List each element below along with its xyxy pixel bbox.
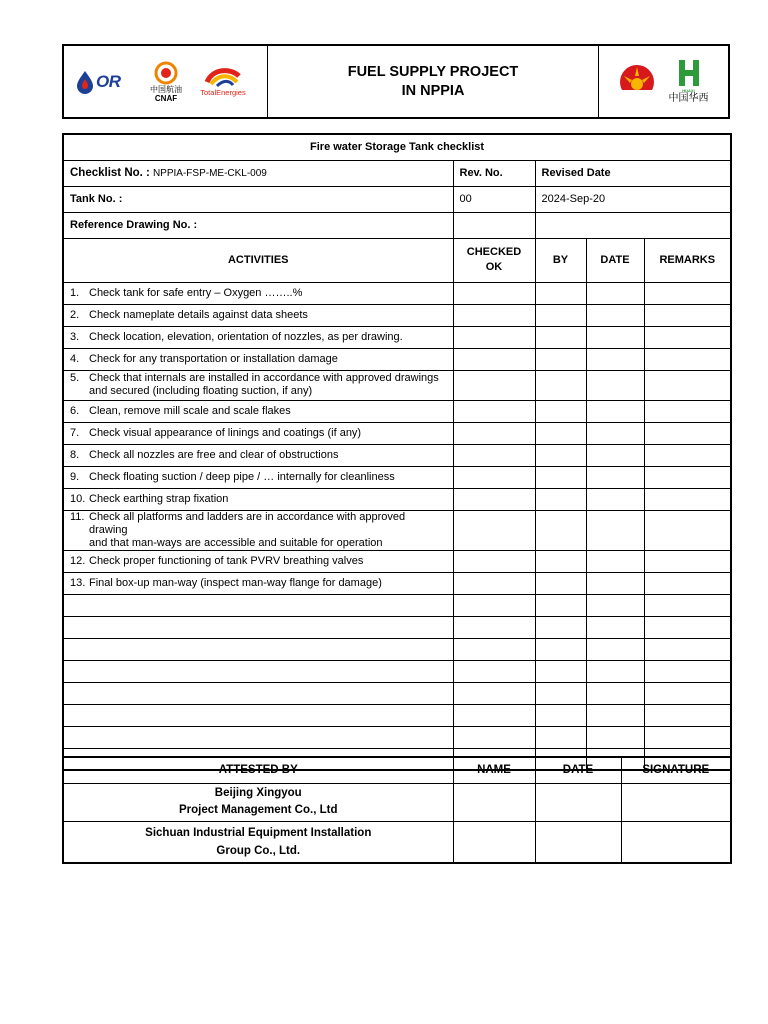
activity-row (63, 572, 731, 594)
activity-number: 7. (70, 426, 80, 439)
checked-cell[interactable] (453, 510, 535, 550)
remarks-cell[interactable] (644, 510, 731, 550)
date-cell[interactable] (586, 466, 644, 488)
rev-no-label: Rev. No. (453, 160, 535, 186)
remarks-cell[interactable] (644, 422, 731, 444)
or-drop-icon (74, 70, 96, 94)
col-attested-by: ATTESTED BY (63, 757, 453, 783)
activity-row (63, 282, 731, 304)
activity-text: Check tank for safe entry – Oxygen ……..% (89, 286, 303, 299)
activity-number: 5. (70, 372, 80, 384)
remarks-cell[interactable] (644, 370, 731, 400)
activity-text: Check floating suction / deep pipe / … internally for cleanliness (89, 470, 395, 483)
org-1-line-1: Beijing Xingyou (214, 787, 302, 799)
activity-text: Check for any transportation or installation damage (89, 352, 338, 365)
date-cell[interactable] (586, 282, 644, 304)
by-cell[interactable] (535, 572, 586, 594)
col-attest-date: DATE (535, 757, 621, 783)
activity-number: 4. (70, 352, 80, 365)
form-title-row (63, 134, 731, 160)
activity-row (63, 348, 731, 370)
empty-row (63, 660, 731, 682)
huaxi-chinese-text: 中国华西 (668, 93, 709, 104)
activity-text-continued: and that man-ways are accessible and suitable for operation (89, 536, 383, 549)
date-cell[interactable] (586, 326, 644, 348)
activity-number: 11. (70, 510, 85, 523)
or-logo (74, 70, 136, 94)
title-line-1: FUEL SUPPLY PROJECT (347, 63, 519, 80)
remarks-cell[interactable] (644, 488, 731, 510)
partner-logos (64, 46, 268, 117)
activity-number: 6. (70, 404, 80, 417)
activity-text: Check all nozzles are free and clear of obstructions (89, 448, 339, 461)
checklist-number-cell (63, 160, 453, 186)
by-cell[interactable] (535, 370, 586, 400)
by-cell[interactable] (535, 488, 586, 510)
attestation-header-row (63, 757, 731, 783)
tank-number-label: Tank No. : (63, 186, 453, 212)
checked-cell[interactable] (453, 444, 535, 466)
org-1-line-2: Project Management Co., Ltd (179, 804, 338, 816)
empty-row (63, 616, 731, 638)
checked-cell[interactable] (453, 550, 535, 572)
checklist-number-row (63, 160, 731, 186)
tank-number-row (63, 186, 731, 212)
signature-cell[interactable] (621, 783, 731, 821)
remarks-cell[interactable] (644, 282, 731, 304)
activity-row (63, 370, 731, 400)
col-name: NAME (453, 757, 535, 783)
checked-cell[interactable] (453, 466, 535, 488)
col-checked-ok (453, 238, 535, 282)
date-cell[interactable] (586, 370, 644, 400)
rev-no-value: 00 (453, 186, 535, 212)
empty-row (63, 726, 731, 748)
attesting-org-2 (63, 821, 453, 863)
totalenergies-logo (196, 66, 250, 97)
activity-row (63, 422, 731, 444)
date-cell[interactable] (586, 304, 644, 326)
checklist-number-label: Checklist No. : (70, 167, 150, 179)
date-cell[interactable] (586, 422, 644, 444)
cnaf-text: CNAF (154, 93, 178, 103)
by-cell[interactable] (535, 304, 586, 326)
cnaf-emblem-icon (154, 61, 178, 85)
by-cell[interactable] (535, 466, 586, 488)
totalenergies-text: TotalEnergies (200, 88, 246, 97)
activity-text: Check all platforms and ladders are in accordance with approved drawing (89, 510, 406, 536)
activity-text: Clean, remove mill scale and scale flakes (89, 404, 291, 417)
checked-cell[interactable] (453, 422, 535, 444)
col-by: BY (535, 238, 586, 282)
empty-row (63, 638, 731, 660)
totalenergies-emblem-icon (203, 66, 243, 88)
remarks-cell[interactable] (644, 444, 731, 466)
reference-drawing-blank-2 (535, 212, 731, 238)
activity-text-continued: and secured (including floating suction, if any) (89, 385, 313, 397)
org-2-line-1: Sichuan Industrial Equipment Installation (145, 826, 372, 839)
remarks-cell[interactable] (644, 466, 731, 488)
col-checked-line-2: OK (485, 261, 503, 273)
col-checked-line-1: CHECKED (466, 246, 522, 258)
checked-cell[interactable] (453, 370, 535, 400)
col-remarks: REMARKS (644, 238, 731, 282)
activity-number: 1. (70, 286, 80, 299)
revised-date-value: 2024-Sep-20 (535, 186, 731, 212)
by-cell[interactable] (535, 400, 586, 422)
document-header (62, 44, 730, 119)
or-logo-text: OR (96, 71, 121, 91)
activity-number: 13. (70, 576, 86, 589)
huaxi-logo (669, 58, 709, 105)
date-cell[interactable] (535, 821, 621, 863)
empty-row (63, 704, 731, 726)
activity-number: 2. (70, 308, 80, 321)
activity-row (63, 488, 731, 510)
date-cell[interactable] (586, 572, 644, 594)
activity-text: Check visual appearance of linings and coatings (if any) (89, 426, 362, 439)
activity-text: Check that internals are installed in accordance with approved drawings (89, 372, 439, 384)
date-cell[interactable] (586, 510, 644, 550)
by-cell[interactable] (535, 550, 586, 572)
activity-text: Check nameplate details against data sheets (89, 308, 308, 321)
remarks-cell[interactable] (644, 326, 731, 348)
by-cell[interactable] (535, 444, 586, 466)
checked-cell[interactable] (453, 400, 535, 422)
org-2-line-2: Group Co., Ltd. (216, 844, 301, 857)
activity-number: 10. (70, 492, 86, 505)
checked-cell[interactable] (453, 488, 535, 510)
reference-drawing-row (63, 212, 731, 238)
checked-cell[interactable] (453, 326, 535, 348)
checked-cell[interactable] (453, 348, 535, 370)
attestation-table (62, 756, 732, 864)
checked-cell[interactable] (453, 304, 535, 326)
form-title: Fire water Storage Tank checklist (63, 134, 731, 160)
name-cell[interactable] (453, 783, 535, 821)
remarks-cell[interactable] (644, 304, 731, 326)
document-title (268, 46, 598, 117)
activity-text: Check proper functioning of tank PVRV breathing valves (89, 554, 364, 567)
cnaf-chinese-text: 中国航油 (150, 84, 182, 94)
by-cell[interactable] (535, 326, 586, 348)
activity-row (63, 444, 731, 466)
remarks-cell[interactable] (644, 550, 731, 572)
by-cell[interactable] (535, 422, 586, 444)
column-header-row (63, 238, 731, 282)
date-cell[interactable] (586, 550, 644, 572)
date-cell[interactable] (586, 488, 644, 510)
activity-row (63, 326, 731, 348)
huaxi-emblem-text: HUAXI (682, 88, 695, 93)
by-cell[interactable] (535, 348, 586, 370)
activity-text: Final box-up man-way (inspect man-way flange for damage) (89, 576, 382, 589)
remarks-cell[interactable] (644, 400, 731, 422)
contractor-logos (598, 46, 728, 117)
reference-drawing-label: Reference Drawing No. : (63, 212, 453, 238)
by-cell[interactable] (535, 510, 586, 550)
activity-row (63, 466, 731, 488)
col-date: DATE (586, 238, 644, 282)
petrochina-logo-icon (619, 64, 655, 100)
by-cell[interactable] (535, 282, 586, 304)
reference-drawing-blank-1 (453, 212, 535, 238)
date-cell[interactable] (535, 783, 621, 821)
attestation-row-bxpm (63, 783, 731, 821)
title-line-2: IN NPPIA (401, 82, 465, 99)
checklist-table (62, 133, 732, 771)
checked-cell[interactable] (453, 572, 535, 594)
revised-date-label: Revised Date (535, 160, 731, 186)
empty-row (63, 682, 731, 704)
activity-number: 8. (70, 448, 80, 461)
remarks-cell[interactable] (644, 348, 731, 370)
activity-text: Check earthing strap fixation (89, 492, 229, 505)
activity-row (63, 550, 731, 572)
activity-number: 9. (70, 470, 80, 483)
name-cell[interactable] (453, 821, 535, 863)
signature-cell[interactable] (621, 821, 731, 863)
col-signature: SIGNATURE (621, 757, 731, 783)
cnaf-logo (142, 61, 190, 103)
activity-row (63, 400, 731, 422)
col-activities: ACTIVITIES (63, 238, 453, 282)
activity-row (63, 304, 731, 326)
activity-number: 3. (70, 330, 80, 343)
empty-row (63, 594, 731, 616)
huaxi-emblem-icon (677, 58, 701, 88)
date-cell[interactable] (586, 400, 644, 422)
checklist-number-value: NPPIA-FSP-ME-CKL-009 (152, 168, 267, 179)
activity-row (63, 510, 731, 550)
date-cell[interactable] (586, 348, 644, 370)
date-cell[interactable] (586, 444, 644, 466)
remarks-cell[interactable] (644, 572, 731, 594)
attestation-row-siei (63, 821, 731, 863)
checked-cell[interactable] (453, 282, 535, 304)
activity-number: 12. (70, 554, 86, 567)
attesting-org-1 (63, 783, 453, 821)
activity-text: Check location, elevation, orientation of nozzles, as per drawing. (89, 330, 403, 343)
